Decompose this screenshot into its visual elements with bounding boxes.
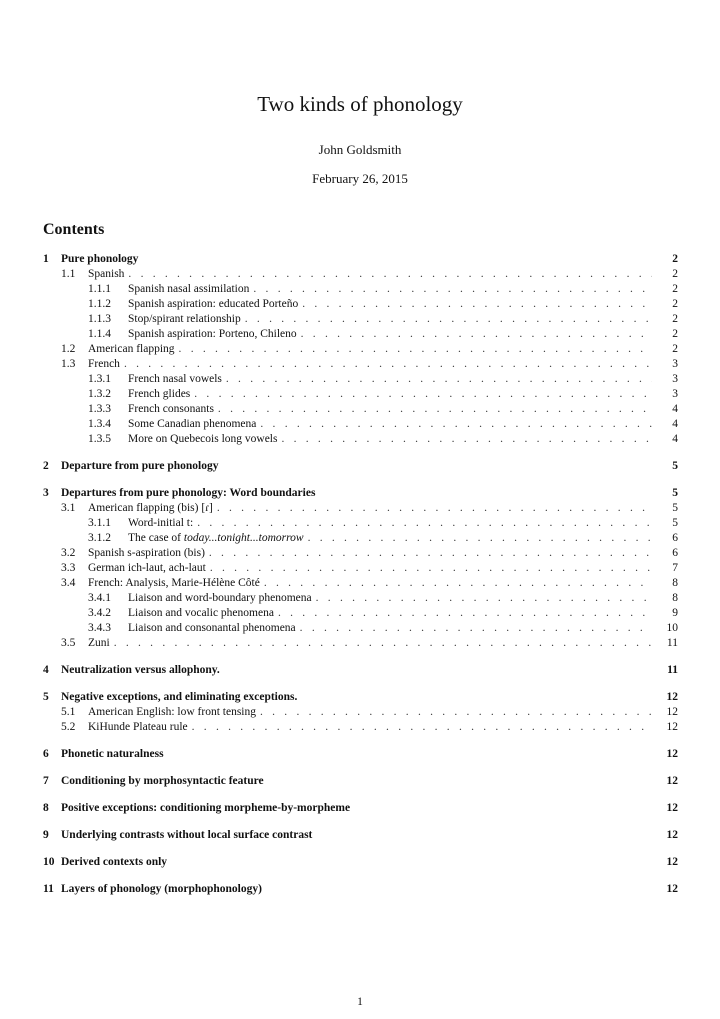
toc-entry-number: 11 xyxy=(43,883,54,895)
toc-dot-leader xyxy=(281,432,652,447)
toc-entry[interactable] xyxy=(43,357,678,372)
toc-dot-leader xyxy=(260,417,652,432)
toc-entry[interactable] xyxy=(43,402,678,417)
toc-entry-number: 3.1.2 xyxy=(88,532,111,544)
toc-entry-number: 3.4.3 xyxy=(88,622,111,634)
toc-entry[interactable] xyxy=(43,705,678,720)
toc-entry-number: 3.1 xyxy=(61,502,76,514)
toc-entry-page: 8 xyxy=(672,592,678,604)
toc-entry[interactable] xyxy=(43,501,678,516)
toc-entry-page: 9 xyxy=(672,607,678,619)
toc-entry[interactable] xyxy=(43,636,678,651)
contents-heading: Contents xyxy=(43,221,105,238)
toc-entry-number: 3.1.1 xyxy=(88,517,111,529)
toc-entry-title: Spanish aspiration: Porteno, Chileno xyxy=(128,328,297,340)
toc-dot-leader xyxy=(226,372,652,387)
toc-entry[interactable] xyxy=(43,576,678,591)
toc-entry-page: 12 xyxy=(666,883,678,895)
toc-dot-leader xyxy=(245,312,652,327)
toc-entry[interactable] xyxy=(43,432,678,447)
toc-entry-page: 12 xyxy=(666,775,678,787)
toc-entry[interactable] xyxy=(43,417,678,432)
toc-entry-title: Layers of phonology (morphophonology) xyxy=(61,883,262,895)
toc-entry[interactable] xyxy=(43,252,678,267)
toc-entry-page: 2 xyxy=(672,343,678,355)
toc-entry[interactable] xyxy=(43,516,678,531)
toc-entry[interactable] xyxy=(43,774,678,789)
toc-entry-page: 2 xyxy=(672,253,678,265)
toc-dot-leader xyxy=(197,516,652,531)
toc-entry-title: Departure from pure phonology xyxy=(61,460,219,472)
toc-entry-page: 4 xyxy=(672,418,678,430)
toc-entry-number: 1.3.2 xyxy=(88,388,111,400)
toc-entry-page: 11 xyxy=(667,664,678,676)
toc-dot-leader xyxy=(194,387,652,402)
toc-dot-leader xyxy=(218,402,652,417)
toc-entry-page: 10 xyxy=(666,622,678,634)
toc-entry-title: Spanish aspiration: educated Porteño xyxy=(128,298,299,310)
toc-entry-title: Derived contexts only xyxy=(61,856,168,868)
toc-entry-title: Phonetic naturalness xyxy=(61,748,164,760)
toc-dot-leader xyxy=(253,282,652,297)
toc-entry[interactable] xyxy=(43,297,678,312)
toc-entry-title: Spanish xyxy=(88,268,125,280)
toc-entry-title: American English: low front tensing xyxy=(88,706,256,718)
toc-entry-number: 3.2 xyxy=(61,547,76,559)
toc-entry-title-text: The case of xyxy=(128,532,184,544)
toc-entry-number: 1.3.4 xyxy=(88,418,111,430)
toc-entry-title: Positive exceptions: conditioning morpheme-by-morpheme xyxy=(61,802,351,814)
document-date: February 26, 2015 xyxy=(312,171,408,186)
toc-entry-page: 4 xyxy=(672,433,678,445)
toc-entry-number: 1.1.4 xyxy=(88,328,111,340)
toc-entry[interactable] xyxy=(43,561,678,576)
toc-entry[interactable] xyxy=(43,690,678,705)
toc-entry-title: Liaison and vocalic phenomena xyxy=(128,607,274,619)
toc-entry-page: 3 xyxy=(672,358,678,370)
toc-entry-number: 1.1 xyxy=(61,268,76,280)
toc-entry[interactable] xyxy=(43,267,678,282)
toc-entry-title: French xyxy=(88,358,120,370)
toc-entry-number: 1.3.5 xyxy=(88,433,111,445)
toc-entry-page: 12 xyxy=(666,721,678,733)
toc-entry-number: 9 xyxy=(43,829,49,841)
toc-entry-title: Word-initial t: xyxy=(128,517,194,529)
toc-entry[interactable] xyxy=(43,801,678,816)
toc-entry-title: Some Canadian phenomena xyxy=(128,418,257,430)
toc-entry-page: 2 xyxy=(672,328,678,340)
toc-dot-leader xyxy=(264,576,652,591)
toc-entry-title: Spanish s-aspiration (bis) xyxy=(88,547,205,559)
toc-dot-leader xyxy=(179,342,652,357)
toc-entry-number: 2 xyxy=(43,460,49,472)
toc-dot-leader xyxy=(124,357,652,372)
toc-entry-page: 3 xyxy=(672,388,678,400)
toc-entry-number: 1.1.1 xyxy=(88,283,111,295)
toc-dot-leader xyxy=(217,501,652,516)
toc-entry-number: 1.1.3 xyxy=(88,313,111,325)
toc-dot-leader xyxy=(209,546,652,561)
toc-entry-number: 8 xyxy=(43,802,49,814)
toc-entry[interactable] xyxy=(43,486,678,501)
toc-entry-page: 7 xyxy=(672,562,678,574)
toc-entry[interactable] xyxy=(43,663,678,678)
toc-entry-page: 12 xyxy=(666,691,678,703)
toc-entry-number: 3.3 xyxy=(61,562,76,574)
page-number: 1 xyxy=(357,996,363,1008)
toc-entry-number: 7 xyxy=(43,775,49,787)
toc-entry-number: 1.3.3 xyxy=(88,403,111,415)
document-author: John Goldsmith xyxy=(318,142,402,157)
toc-entry[interactable] xyxy=(43,855,678,870)
toc-entry-title: Zuni xyxy=(88,637,110,649)
toc-entry[interactable] xyxy=(43,327,678,342)
toc-dot-leader xyxy=(302,297,652,312)
toc-entry-page: 2 xyxy=(672,313,678,325)
toc-entry-number: 3.4.2 xyxy=(88,607,111,619)
toc-entry-page: 4 xyxy=(672,403,678,415)
toc-entry-page: 5 xyxy=(672,502,678,514)
toc-entry-title: Underlying contrasts without local surface contrast xyxy=(61,829,313,841)
toc-entry[interactable] xyxy=(43,720,678,735)
toc-entry-title xyxy=(128,531,304,546)
toc-entry[interactable] xyxy=(43,312,678,327)
toc-entry-number: 3.4.1 xyxy=(88,592,111,604)
toc-entry-number: 1.3 xyxy=(61,358,76,370)
toc-entry-page: 12 xyxy=(666,802,678,814)
toc-entry-page: 12 xyxy=(666,829,678,841)
toc-entry-title: American flapping xyxy=(88,343,175,355)
toc-entry-title: French glides xyxy=(128,388,191,400)
toc-entry-number: 10 xyxy=(43,856,55,868)
toc-entry-title-italic: today...tonight...tomorrow xyxy=(183,532,304,544)
toc-entry-page: 5 xyxy=(672,487,678,499)
toc-entry-number: 1.3.1 xyxy=(88,373,111,385)
toc-entry-page: 12 xyxy=(666,706,678,718)
toc-entry-title: More on Quebecois long vowels xyxy=(128,433,278,445)
toc-entry[interactable] xyxy=(43,372,678,387)
toc-entry[interactable] xyxy=(43,531,678,546)
toc-entry-page: 2 xyxy=(672,283,678,295)
toc-entry-title: Stop/spirant relationship xyxy=(128,313,241,325)
toc-entry-title: American flapping (bis) [ɾ] xyxy=(88,502,213,514)
toc-entry-page: 11 xyxy=(666,637,678,649)
toc-entry[interactable] xyxy=(43,747,678,762)
toc-dot-leader xyxy=(128,267,652,282)
toc-entry[interactable] xyxy=(43,282,678,297)
toc-dot-leader xyxy=(316,591,652,606)
toc-entry-title: French nasal vowels xyxy=(128,373,222,385)
toc-entry[interactable] xyxy=(43,546,678,561)
toc-entry-title: French consonants xyxy=(128,403,214,415)
toc-entry-number: 1.1.2 xyxy=(88,298,111,310)
toc-entry-number: 3.5 xyxy=(61,637,76,649)
toc-entry-page: 8 xyxy=(672,577,678,589)
toc-entry[interactable] xyxy=(43,342,678,357)
toc-entry-page: 2 xyxy=(672,298,678,310)
toc-entry-page: 5 xyxy=(672,517,678,529)
toc-entry-title: Conditioning by morphosyntactic feature xyxy=(61,775,264,787)
document-title: Two kinds of phonology xyxy=(257,92,463,116)
toc-dot-leader xyxy=(301,327,652,342)
toc-entry-title: German ich-laut, ach-laut xyxy=(88,562,206,574)
toc-entry-title: Departures from pure phonology: Word boundaries xyxy=(61,487,316,499)
toc-dot-leader xyxy=(192,720,652,735)
toc-entry-title: Liaison and consonantal phenomena xyxy=(128,622,296,634)
toc-entry-page: 6 xyxy=(672,547,678,559)
toc-dot-leader xyxy=(278,606,652,621)
toc-entry-title: Spanish nasal assimilation xyxy=(128,283,250,295)
toc-entry-number: 1.2 xyxy=(61,343,76,355)
toc-entry-number: 6 xyxy=(43,748,49,760)
toc-dot-leader xyxy=(210,561,652,576)
toc-entry-page: 12 xyxy=(666,748,678,760)
toc-entry-page: 2 xyxy=(672,268,678,280)
toc-entry-page: 12 xyxy=(666,856,678,868)
toc-entry[interactable] xyxy=(43,606,678,621)
toc-entry-number: 5 xyxy=(43,691,49,703)
toc-entry-number: 3 xyxy=(43,487,49,499)
table-of-contents xyxy=(43,252,678,897)
toc-entry-page: 3 xyxy=(672,373,678,385)
toc-entry[interactable] xyxy=(43,621,678,636)
toc-entry[interactable] xyxy=(43,828,678,843)
toc-entry-page: 6 xyxy=(672,532,678,544)
toc-entry-title: Pure phonology xyxy=(61,253,139,265)
toc-entry[interactable] xyxy=(43,459,678,474)
toc-entry-title: French: Analysis, Marie-Hélène Côté xyxy=(88,577,260,589)
toc-entry[interactable] xyxy=(43,882,678,897)
toc-entry-page: 5 xyxy=(672,460,678,472)
toc-entry-title: Negative exceptions, and eliminating exceptions. xyxy=(61,691,298,703)
toc-entry-number: 5.2 xyxy=(61,721,76,733)
toc-dot-leader xyxy=(308,531,652,546)
toc-dot-leader xyxy=(114,636,652,651)
toc-entry-number: 3.4 xyxy=(61,577,76,589)
toc-dot-leader xyxy=(300,621,652,636)
toc-entry-title: Neutralization versus allophony. xyxy=(61,664,220,676)
toc-entry-title: Liaison and word-boundary phenomena xyxy=(128,592,312,604)
toc-entry-number: 4 xyxy=(43,664,49,676)
toc-entry-number: 1 xyxy=(43,253,49,265)
toc-entry[interactable] xyxy=(43,591,678,606)
toc-entry-number: 5.1 xyxy=(61,706,76,718)
toc-dot-leader xyxy=(260,705,652,720)
toc-entry[interactable] xyxy=(43,387,678,402)
toc-entry-title: KiHunde Plateau rule xyxy=(88,721,188,733)
